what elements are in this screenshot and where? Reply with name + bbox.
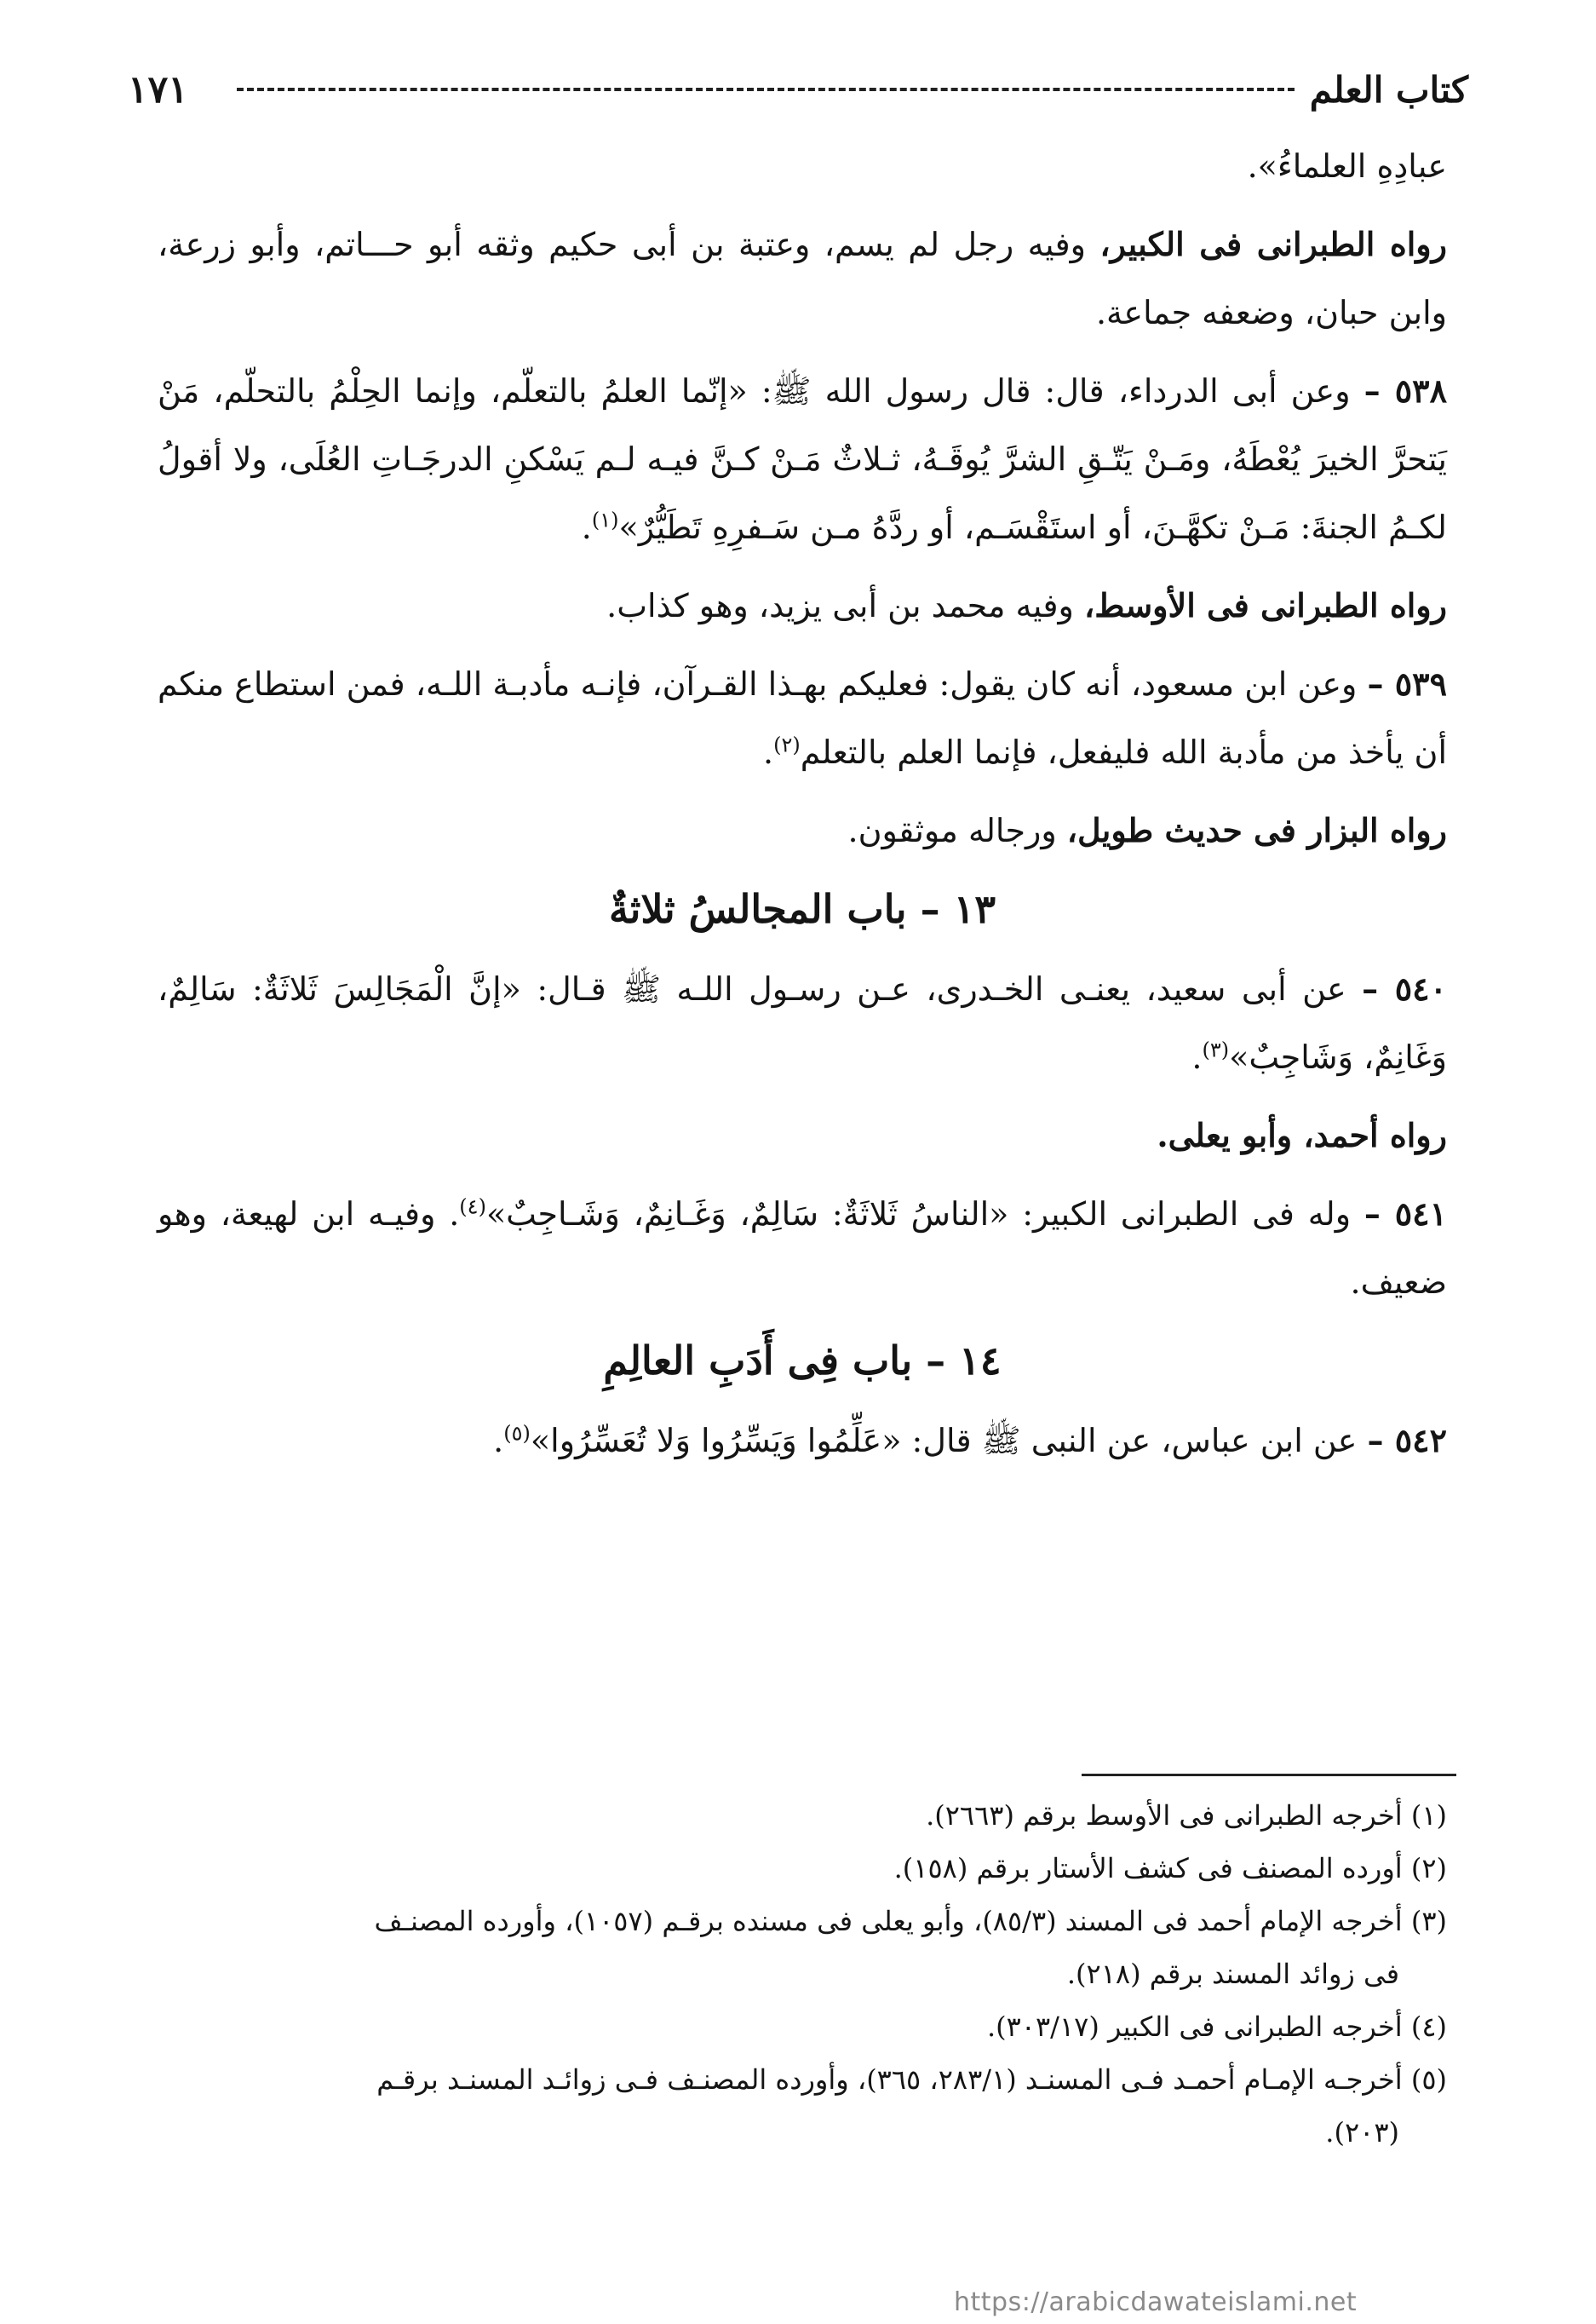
chapter-heading-13: ١٣ – باب المجالسُ ثلاثةٌ: [608, 886, 996, 932]
text-span: وفيه رجل لم يسم، وعتبة بن أبى حكيم وثقه أبو حـــاتم، وأبو زرعة، وابن حبان، وضعفه جماعة.: [158, 226, 1447, 331]
footnote-separator: [1082, 1774, 1456, 1776]
text-span: عبادِهِ العلماءُ».: [1247, 147, 1447, 185]
text-span: وفيه محمد بن أبى يزيد، وهو كذاب.: [606, 587, 1084, 624]
text-span: .: [581, 509, 592, 546]
paragraph-continuation: [158, 132, 1447, 200]
hadith-text: وله فى الطبرانى الكبير: «الناسُ ثَلاثَةٌ: سَالِمٌ، وَغَـانِمٌ، وَشَـاجِبٌ»: [485, 1195, 1364, 1233]
paragraph-source: [158, 1102, 1447, 1170]
footnote-ref: (٢): [773, 733, 801, 757]
footnote-4: (٤) أخرجه الطبرانى فى الكبير (٣٠٣/١٧).: [986, 2010, 1447, 2043]
hadith-540: [158, 955, 1447, 1091]
footnote-continuation: (٢٠٣).: [1325, 2116, 1399, 2149]
text-span: .: [493, 1422, 504, 1459]
hadith-541: [158, 1180, 1447, 1316]
footnote-continuation: فى زوائد المسند برقم (٢١٨).: [1066, 1958, 1399, 1990]
hadith-text: عن ابن عباس، عن النبى ﷺ قال: «عَلِّمُوا وَيَسِّرُوا وَلا تُعَسِّرُوا»: [530, 1422, 1368, 1459]
source-ref: رواه البزار فى حديث طويل،: [1066, 811, 1447, 849]
hadith-number: ٥٤١ –: [1363, 1194, 1447, 1233]
footnote-ref: (٥): [503, 1421, 531, 1446]
footnote-3: [158, 1895, 1447, 2000]
footnote-ref: (١): [591, 508, 619, 532]
footnote-2: (٢) أورده المصنف فى كشف الأستار برقم (١٥٨).: [893, 1852, 1447, 1884]
paragraph-source: [158, 797, 1447, 865]
hadith-text: وعن ابن مسعود، أنه كان يقول: فعليكم بهـذا القـرآن، فإنـه مأدبـة اللـه، فمن استطاع منكم أن يأخذ من مأدبة الله فليفعل، فإنما العلم بالتعلم: [158, 665, 1447, 771]
footnote-ref: (٤): [459, 1194, 486, 1219]
hadith-number: ٥٣٩ –: [1367, 664, 1447, 703]
footnote-text: (٥) أخرجـه الإمـام أحمـد فـى المسنـد (٢٨٣/١، ٣٦٥)، وأورده المصنـف فـى زوائـد المسنـد برقـم: [376, 2063, 1447, 2096]
hadith-number: ٥٣٨ –: [1363, 371, 1447, 410]
text-span: ورجاله موثقون.: [847, 812, 1067, 849]
header-dashed-rule: [237, 88, 1295, 91]
hadith-number: ٥٤٢ –: [1367, 1421, 1447, 1459]
text-span: .: [1191, 1038, 1203, 1076]
text-span: . وفيـه ابن لهيعة، وهو ضعيف.: [158, 1195, 1447, 1301]
hadith-text: وعن أبى الدرداء، قال: قال رسول الله ﷺ: «إنّما العلمُ بالتعلّم، وإنما الحِلْمُ بالتحلّم، مَنْ يَتحرَّ الخيرَ يُعْطَهُ، ومَـنْ يَتّـقِ الشرَّ يُوقَـهُ، ثـلاثٌ مَـنْ كـنَّ فيـه لـم يَسْكنِ الدرجَـاتِ العُلَى، ولا أقولُ لكـمُ الجنةَ: مَـنْ تكهَّـنَ، أو استَقْسَـم، أو ردَّهُ مـن سَـفرِهِ تَطَيُّرٌ»: [158, 372, 1447, 546]
footnote-5: [158, 2053, 1447, 2159]
watermark-url: https://arabicdawateislami.net: [954, 2287, 1358, 2317]
footnote-1: (١) أخرجه الطبرانى فى الأوسط برقم (٢٦٦٣).: [926, 1799, 1447, 1832]
footnote-ref: (٣): [1202, 1038, 1230, 1062]
paragraph-source: [158, 210, 1447, 347]
hadith-538: [158, 357, 1447, 561]
footnote-text: (٣) أخرجه الإمام أحمد فى المسند (٨٥/٣)، وأبو يعلى فى مسنده برقـم (١٠٥٧)، وأورده المصنـف: [374, 1905, 1447, 1937]
source-ref: رواه الطبرانى فى الكبير،: [1099, 225, 1447, 263]
source-ref: رواه الطبرانى فى الأوسط،: [1084, 586, 1447, 624]
page-header: [128, 60, 1468, 119]
hadith-542: [158, 1406, 1447, 1475]
page-number: ١٧١: [128, 67, 188, 112]
hadith-539: [158, 650, 1447, 786]
text-span: .: [762, 733, 774, 771]
hadith-text: عن أبى سعيد، يعنـى الخـدرى، عـن رسـول اللـه ﷺ قـال: «إنَّ الْمَجَالِسَ ثَلاثَةٌ: سَالِمٌ، وَغَانِمٌ، وَشَاجِبٌ»: [158, 970, 1447, 1076]
hadith-number: ٥٤٠ –: [1362, 969, 1447, 1008]
running-title: كتاب العلم: [1309, 68, 1468, 111]
paragraph-source: [158, 572, 1447, 640]
main-text: [158, 132, 1447, 1485]
source-ref: رواه أحمد، وأبو يعلى.: [1157, 1116, 1447, 1154]
footnotes: [158, 1789, 1447, 2159]
chapter-heading-14: ١٤ – باب فِى أَدَبِ العالِمِ: [603, 1337, 1002, 1383]
